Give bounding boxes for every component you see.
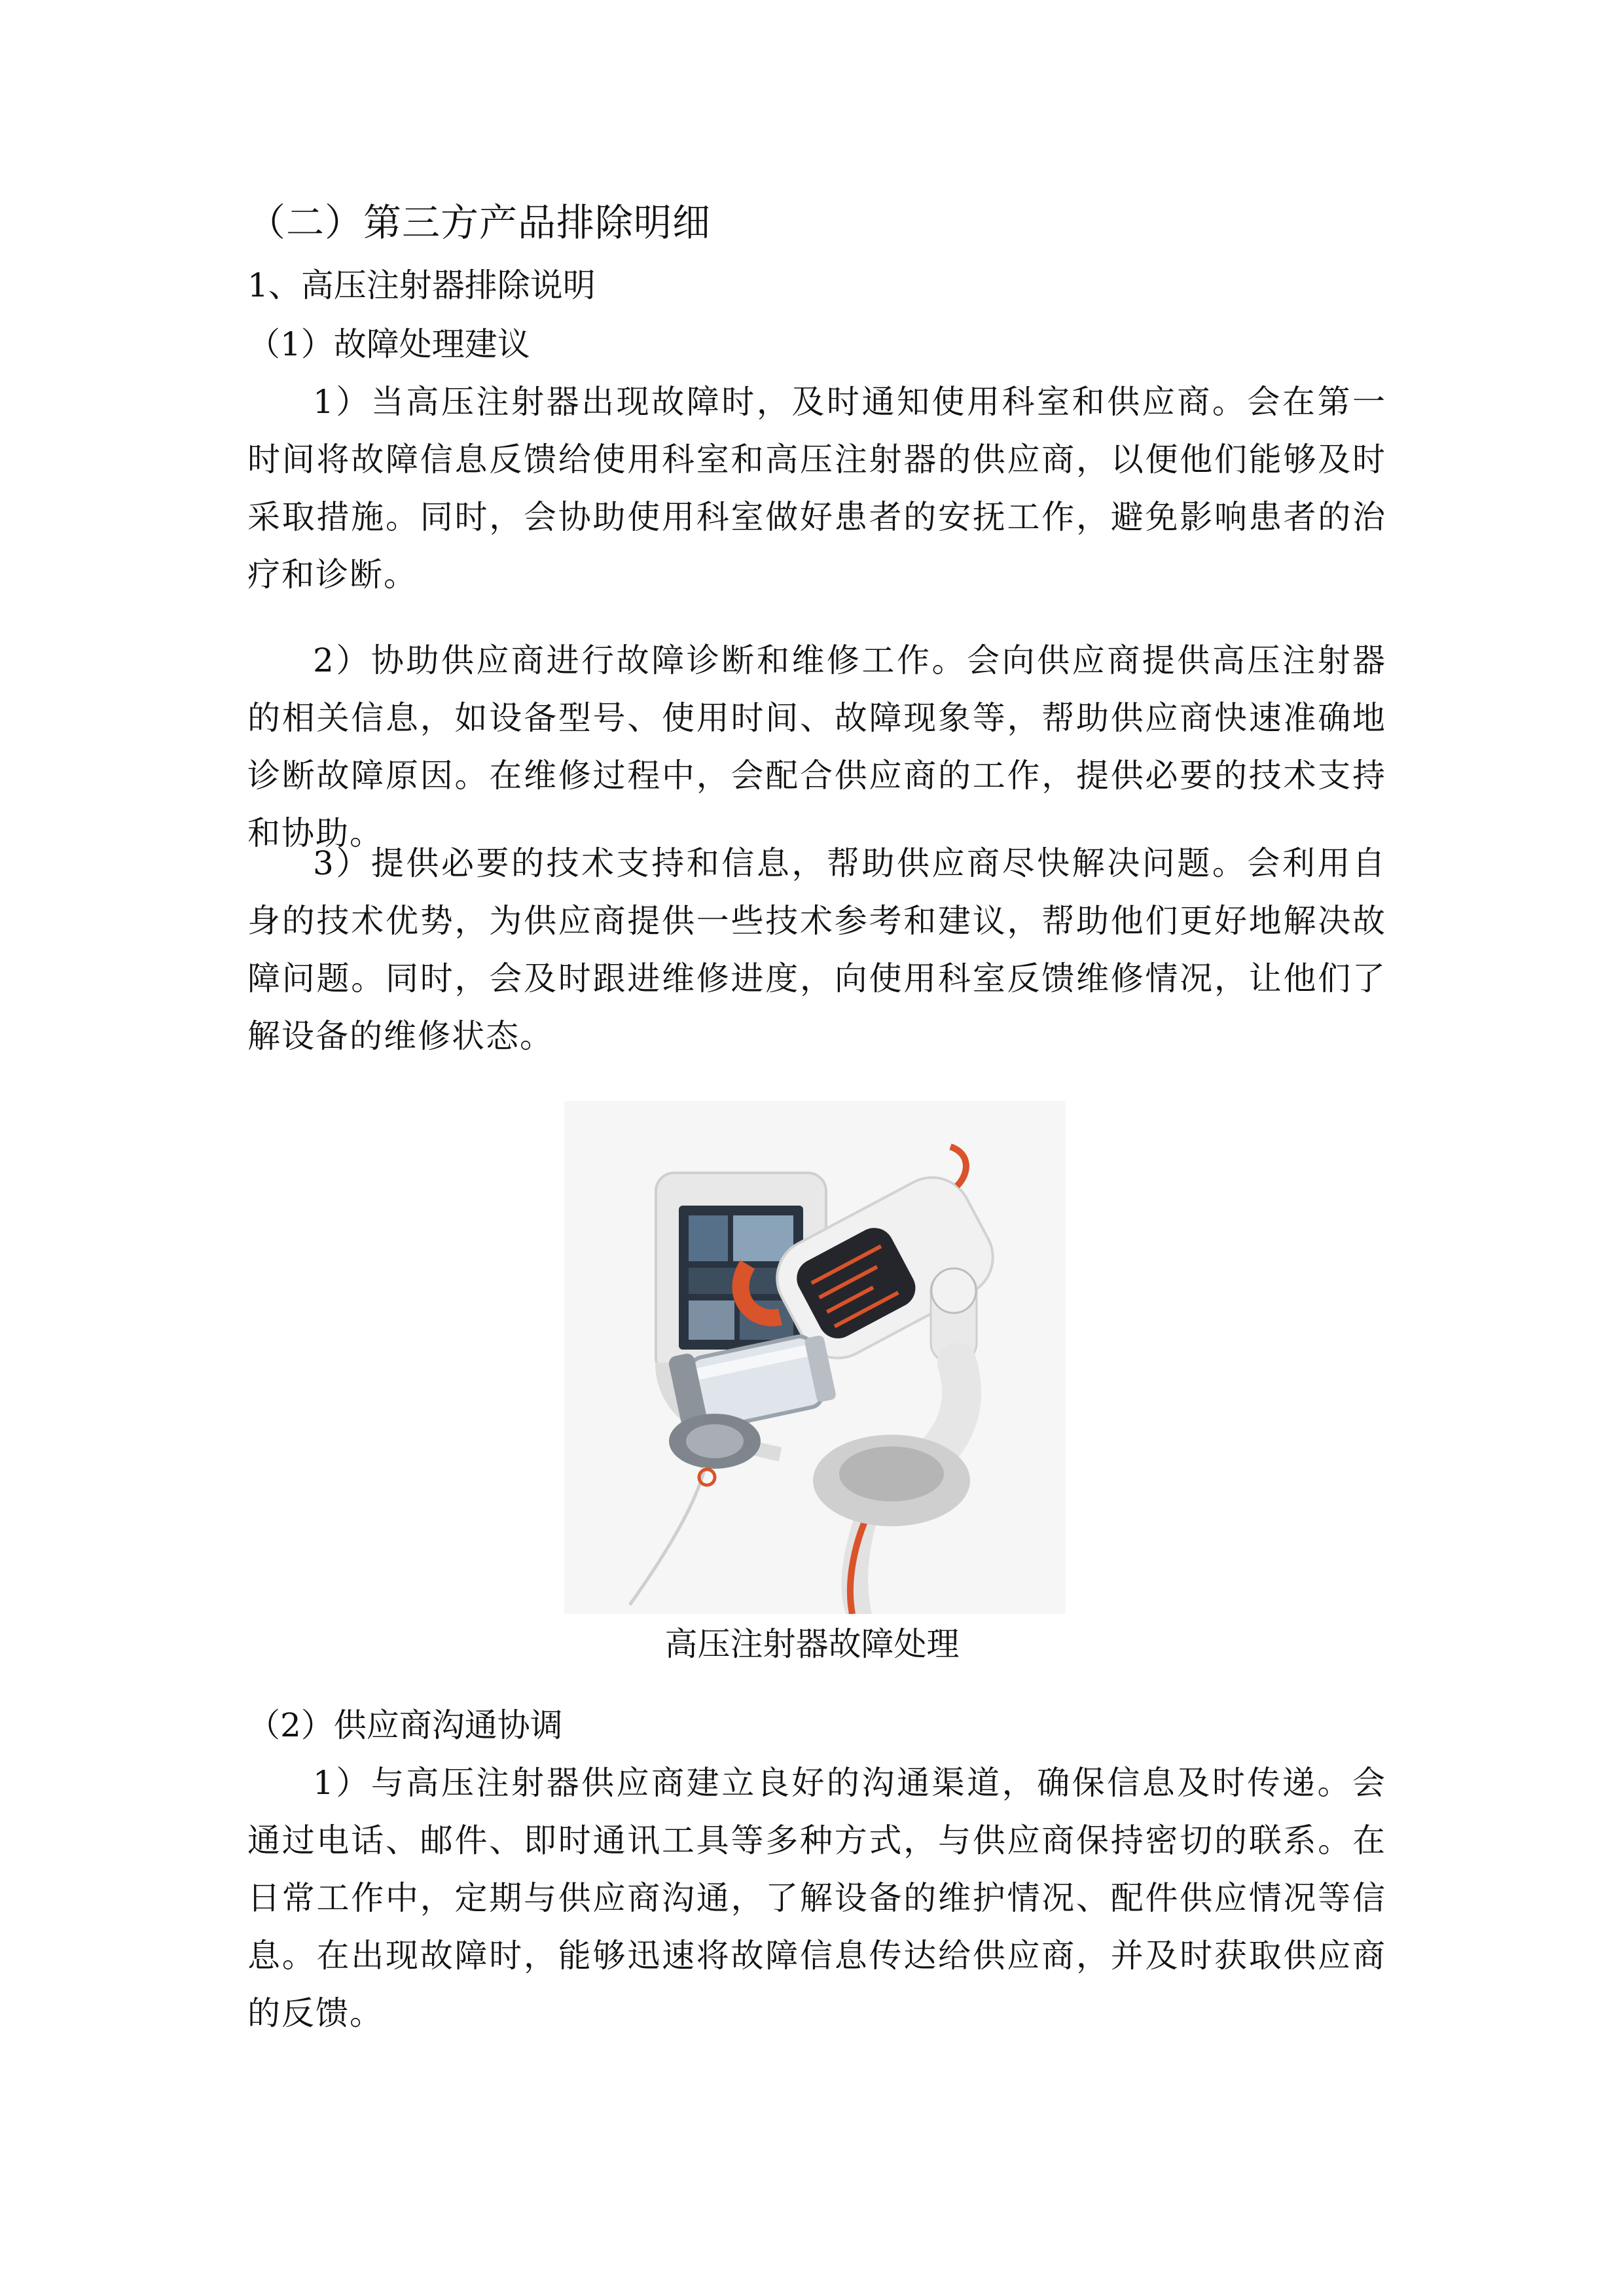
section-title: （二）第三方产品排除明细 (247, 200, 712, 245)
part2-heading: （2）供应商沟通协调 (247, 1706, 563, 1744)
part1-heading: （1）故障处理建议 (247, 325, 530, 363)
part2-paragraph-1: 1）与高压注射器供应商建立良好的沟通渠道，确保信息及时传递。会通过电话、邮件、即时通讯工具等多种方式，与供应商保持密切的联系。在日常工作中，定期与供应商沟通，了解设备的维护情况、配件供应情况等信息。在出现故障时，能够迅速将故障信息传达给供应商，并及时获取供应商的反馈。 (247, 1764, 1386, 2032)
injector-photo (564, 1101, 1066, 1614)
section-subtitle: 1、高压注射器排除说明 (247, 266, 596, 304)
part1-paragraph-2: 2）协助供应商进行故障诊断和维修工作。会向供应商提供高压注射器的相关信息，如设备型号、使用时间、故障现象等，帮助供应商快速准确地诊断故障原因。在维修过程中，会配合供应商的工作，提供必要的技术支持和协助。 (247, 641, 1386, 852)
figure-caption: 高压注射器故障处理 (664, 1625, 960, 1663)
part1-paragraph-1: 1）当高压注射器出现故障时，及时通知使用科室和供应商。会在第一时间将故障信息反馈给使用科室和高压注射器的供应商，以便他们能够及时采取措施。同时，会协助使用科室做好患者的安抚工作，避免影响患者的治疗和诊断。 (247, 383, 1386, 594)
part1-paragraph-3: 3）提供必要的技术支持和信息，帮助供应商尽快解决问题。会利用自身的技术优势，为供应商提供一些技术参考和建议，帮助他们更好地解决故障问题。同时，会及时跟进维修进度，向使用科室反馈维修情况，让他们了解设备的维修状态。 (247, 844, 1386, 1055)
power-injector-illustration (564, 1101, 1066, 1614)
